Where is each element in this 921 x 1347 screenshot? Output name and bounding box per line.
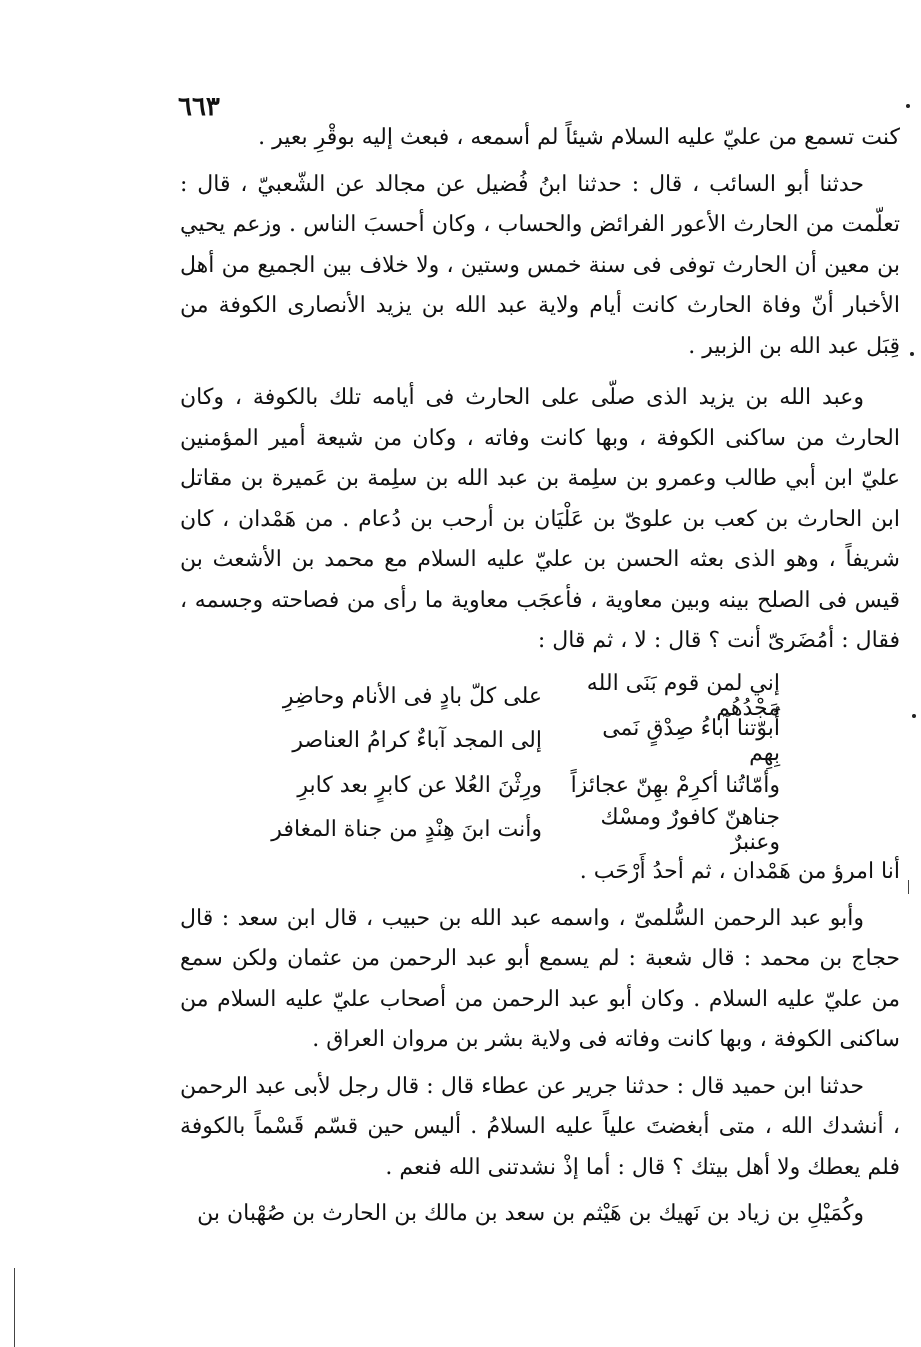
hemistich-first: جناهنّ كافورٌ ومسْك وعنبرٌ xyxy=(600,804,780,855)
scan-edge-line xyxy=(14,1268,15,1347)
poem-verse xyxy=(180,715,900,766)
margin-mark xyxy=(906,104,910,108)
paragraph: وكُمَيْلِ بن زياد بن نَهيك بن هَيْثم بن سعد بن مالك بن الحارث بن صُهْبان بن xyxy=(197,1201,864,1226)
hemistich-first: إني لمن قوم بَنَى الله مَجْدُهُم xyxy=(586,671,780,722)
paragraph: أنا امرؤ من هَمْدان ، ثم أحدُ أَرْحَب . xyxy=(579,859,900,884)
poem-verse xyxy=(180,671,900,722)
hemistich-first: أُبوّتنا آباءُ صِدْقٍ نَمى بِهِم xyxy=(602,715,780,766)
margin-mark xyxy=(912,714,916,718)
text-block-2 xyxy=(180,378,900,662)
hemistich-second: على كلّ بادٍ فى الأنام وحاضِرِ xyxy=(282,683,542,709)
poem-verse xyxy=(180,763,900,808)
margin-mark xyxy=(910,352,914,356)
poem xyxy=(180,671,900,855)
hemistich-second: ورِثْنَ العُلا عن كابرٍ بعد كابرِ xyxy=(297,772,542,798)
paragraph: كنت تسمع من عليّ عليه السلام شيئاً لم أسمعه ، فبعث إليه بوقْرِ بعير . xyxy=(258,125,900,150)
paragraph: حدثنا ابن حميد قال : حدثنا جرير عن عطاء قال : قال رجل لأبى عبد الرحمن ، أنشدك الله ، متى أبغضتَ علياً عليه السلامُ . أليس حين قسّم قَسْماً بالكوفة فلم يعطك ولا أهل بيتك ؟ قال : أما إذْ نشدتنى الله فنعم . xyxy=(180,1073,900,1180)
paragraph: حدثنا أبو السائب ، قال : حدثنا ابنُ فُضيل عن مجالد عن الشّعبيّ ، قال : تعلّمت من الحارث الأعور الفرائض والحساب ، وكان أحسبَ الناس . وزعم يحيي بن معين أن الحارث توفى فى سنة خمس وستين ، ولا خلاف بين الجميع من أهل الأخبار أنّ وفاة الحارث كانت أيام ولاية عبد الله بن يزيد الأنصارى الكوفة من قِبَل عبد الله بن الزبير . xyxy=(180,171,900,359)
hemistich-second: وأنت ابنَ هِنْدٍ من جناة المغافر xyxy=(271,817,542,843)
poem-verse xyxy=(180,804,900,855)
hemistich-second: إلى المجد آباءٌ كرامُ العناصر xyxy=(292,728,542,754)
paragraph: وأبو عبد الرحمن السُّلمىّ ، واسمه عبد الله بن حبيب ، قال ابن سعد : قال حجاج بن محمد : قال شعبة : لم يسمع أبو عبد الرحمن من عثمان ولكن سمع من عليّ عليه السلام . وكان أبو عبد الرحمن من أصحاب عليّ عليه السلام من ساكنى الكوفة ، وبها كانت وفاته فى ولاية بشر بن مروان العراق . xyxy=(180,905,900,1052)
hemistich-first: وأمّاتُنا أكرِمْ بهِنّ عجائزاً xyxy=(570,772,780,798)
scan-edge-mark xyxy=(908,880,909,894)
text-block-3 xyxy=(180,852,900,1235)
paragraph: وعبد الله بن يزيد الذى صلّى على الحارث فى أيامه تلك بالكوفة ، وكان الحارث من ساكنى الكوفة ، وبها كانت وفاته ، وكان من شيعة أمير المؤمنين عليّ ابن أبي طالب وعمرو بن سلِمة بن عبد الله بن سلِمة بن عَميرة بن مقاتل ابن الحارث بن كعب بن علوىّ بن عَلْيَان بن أرحب بن دُعام . من هَمْدان ، كان شريفاً ، وهو الذى بعثه الحسن بن عليّ عليه السلام مع محمد بن الأشعث بن قيس فى الصلح بينه وبين معاوية ، فأعجَب معاوية ما رأى من فصاحته وجسمه ، فقال : أمُضَرىّ أنت ؟ قال : لا ، ثم قال : xyxy=(180,385,900,653)
text-block-1 xyxy=(180,118,900,367)
page-number: ٦٦٣ xyxy=(178,92,220,122)
